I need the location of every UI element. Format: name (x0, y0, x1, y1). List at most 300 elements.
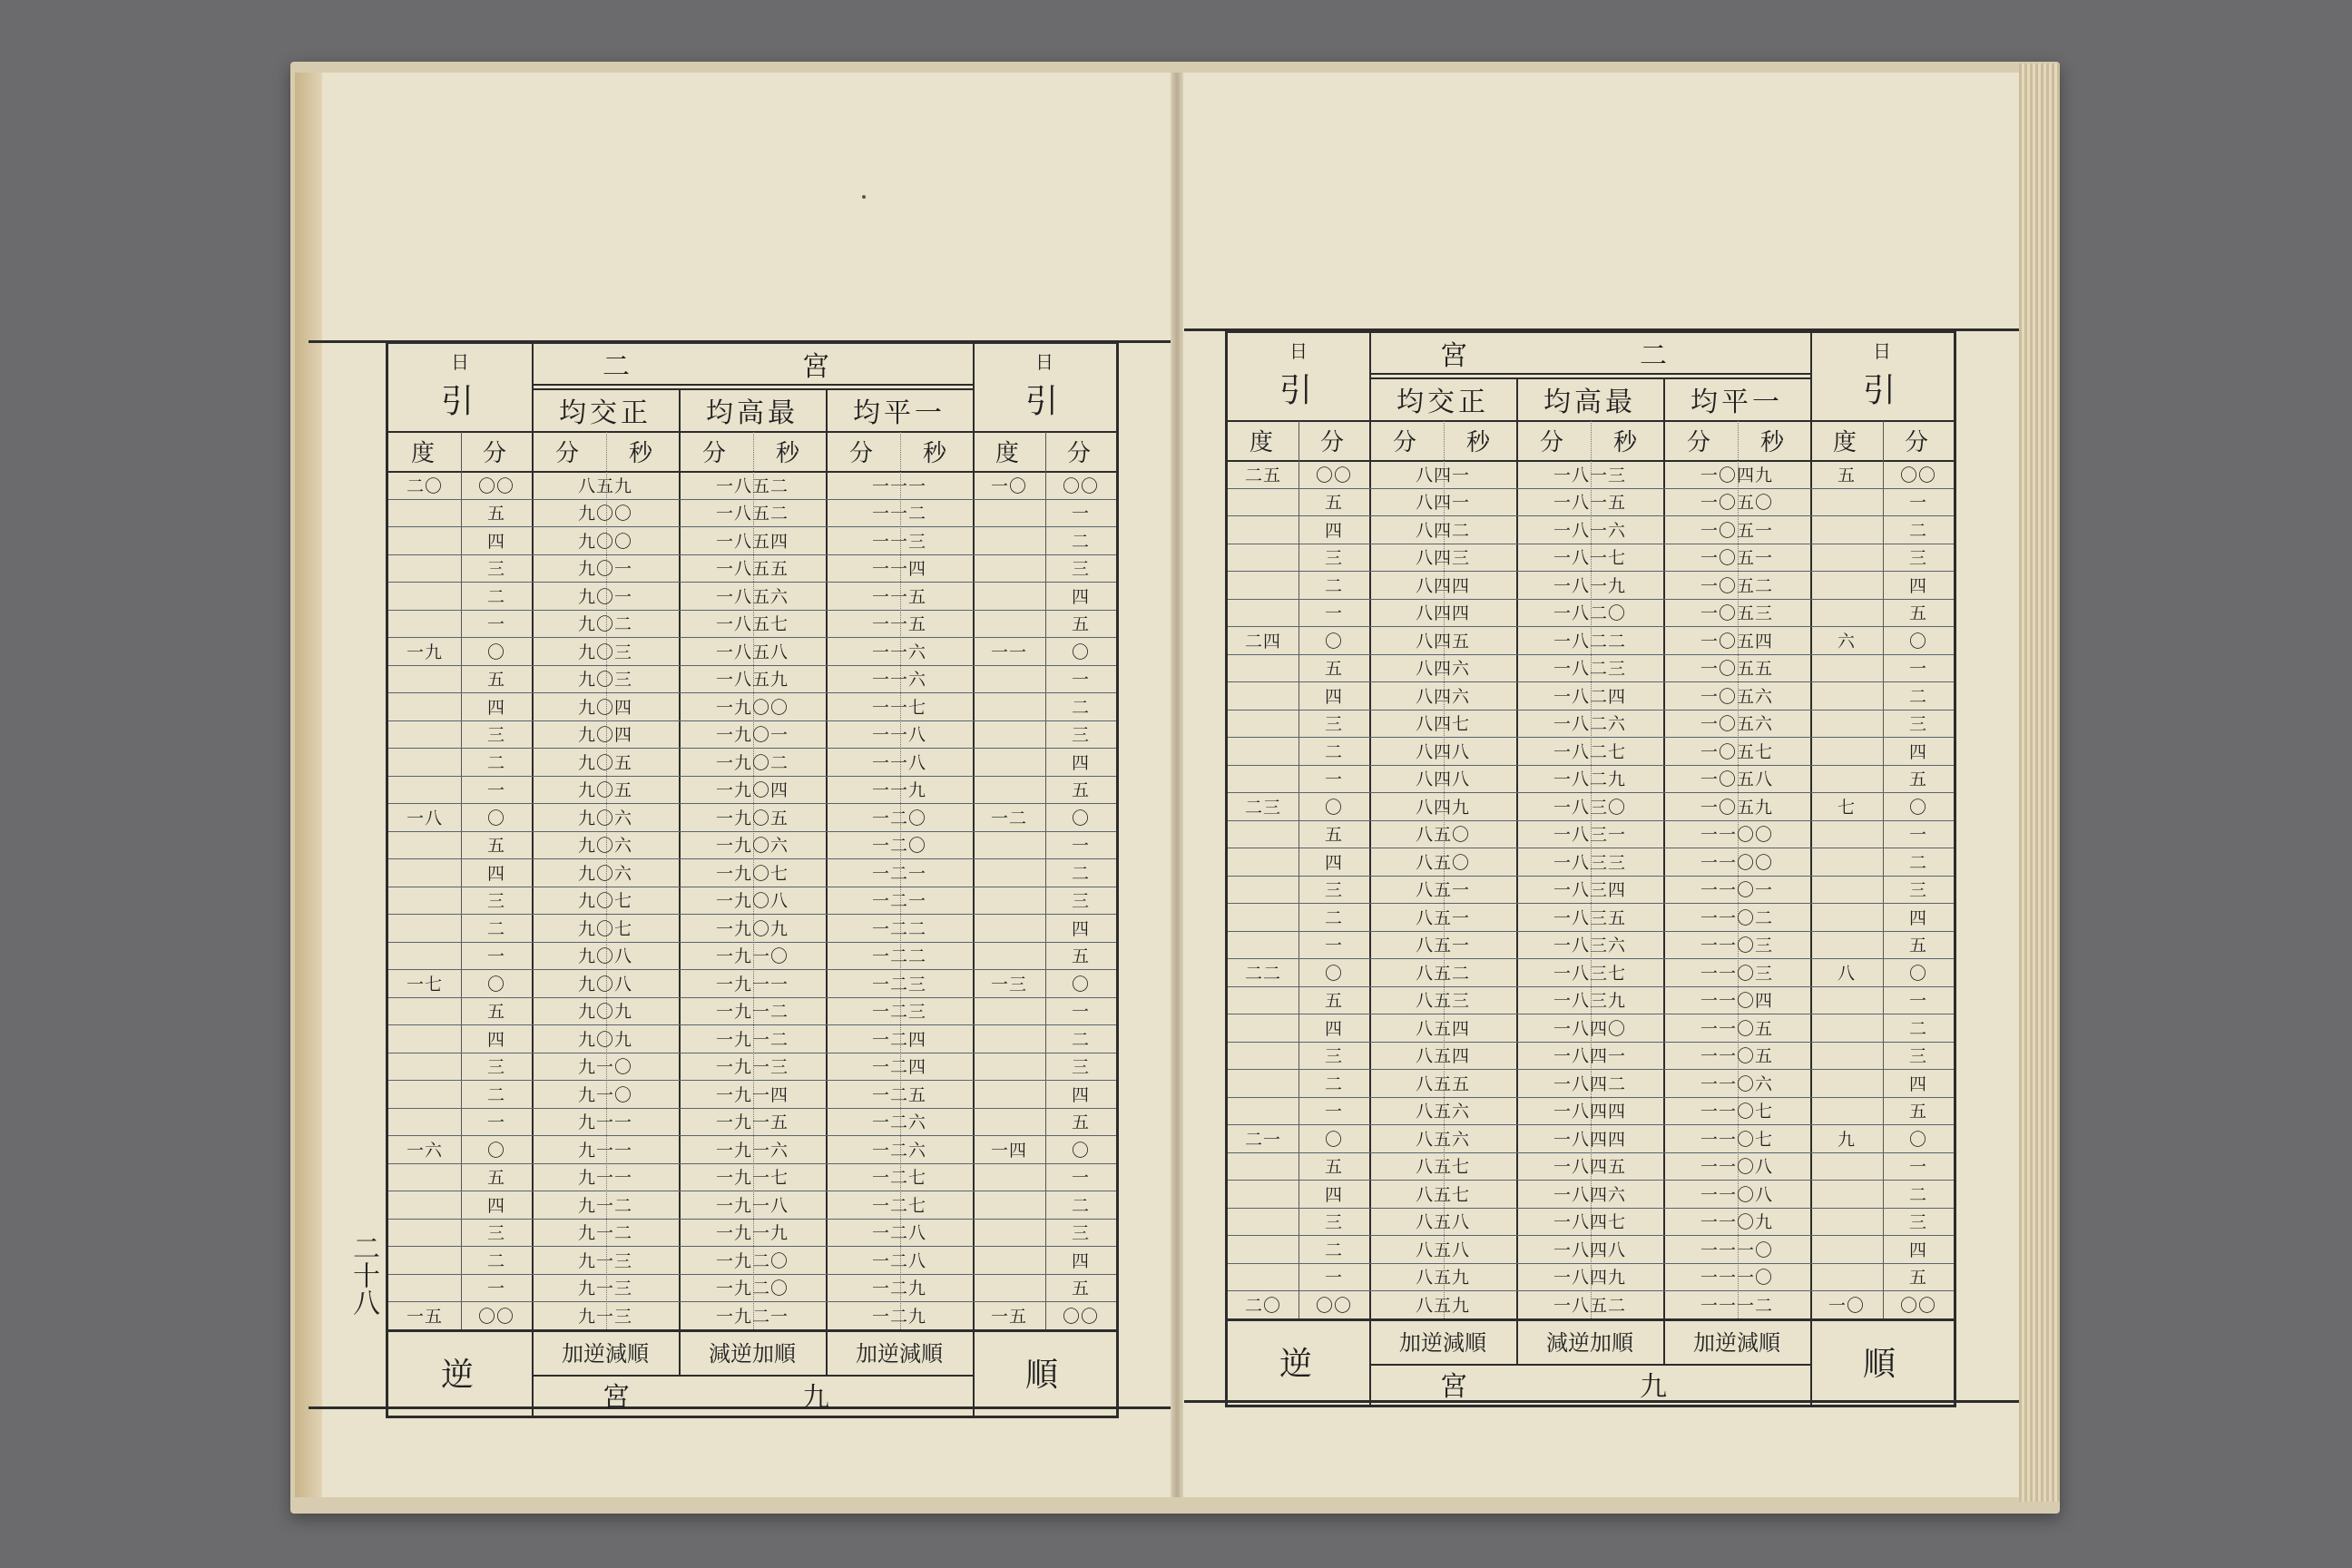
table-cell: 一九〇五 (715, 808, 789, 828)
table-cell: 八五三 (1415, 991, 1470, 1012)
table-cell: 三 (1324, 880, 1343, 901)
table-cell: 八四七 (1415, 714, 1470, 735)
rule (1369, 373, 1810, 375)
table-cell: 一一九 (871, 780, 926, 801)
table-cell: 一二三 (871, 1002, 926, 1023)
table-cell: 一〇 (990, 475, 1027, 496)
unit-label: 度 (410, 440, 438, 467)
table-cell: 一一六 (871, 642, 926, 662)
table-cell: 一四 (990, 1140, 1027, 1161)
table-cell: 〇 (1908, 963, 1927, 984)
table-cell: 一八四四 (1553, 1102, 1626, 1122)
table-cell: 一 (1071, 670, 1090, 691)
table-cell: 一九一一 (715, 974, 789, 995)
table-cell (388, 858, 461, 887)
table-cell: 八四六 (1415, 686, 1470, 707)
table-cell: 一二二 (871, 946, 926, 967)
table-cell (388, 610, 461, 638)
table-cell: 二 (486, 1250, 505, 1271)
table-cell (1810, 986, 1883, 1014)
table-cell: 九〇三 (577, 670, 632, 691)
table-cell (1228, 820, 1298, 848)
table-cell: 一 (486, 946, 505, 967)
table-cell: 一一八 (871, 752, 926, 773)
table-cell (973, 499, 1045, 527)
table-cell: 一二六 (871, 1140, 926, 1161)
table-cell: 四 (1908, 1073, 1927, 1094)
table-cell (1228, 1152, 1298, 1181)
table-cell: 五 (1324, 493, 1343, 514)
table-cell: 五 (486, 670, 505, 691)
table-cell: 八五九 (577, 475, 632, 496)
table-cell: 八五八 (1415, 1240, 1470, 1260)
table-cell: 一八四九 (1553, 1268, 1626, 1289)
table-cell: 一八三七 (1553, 963, 1626, 984)
table-cell: 一一 (990, 642, 1027, 662)
table-cell (1228, 599, 1298, 627)
table-cell: 二五 (1244, 465, 1281, 485)
footer-group-label: 減逆加順 (1546, 1330, 1633, 1356)
table-cell: 二四 (1244, 631, 1281, 652)
table-cell: 四 (1071, 1084, 1090, 1105)
table-cell: 一九〇九 (715, 918, 789, 939)
table-cell: 〇 (1071, 974, 1090, 995)
table-cell (1228, 986, 1298, 1014)
table-cell: 一八五八 (715, 642, 789, 662)
unit-label: 秒 (1612, 429, 1641, 456)
table-cell: 一一〇五 (1700, 1018, 1773, 1039)
table-cell: 三 (1324, 1046, 1343, 1067)
table-cell: 一八二二 (1553, 631, 1626, 652)
table-cell: 一二八 (871, 1250, 926, 1271)
table-cell: 一一〇九 (1700, 1212, 1773, 1233)
table-cell: 九〇八 (577, 946, 632, 967)
table-cell (1810, 1097, 1883, 1125)
unit-label: 分 (1392, 429, 1420, 456)
table-cell (973, 776, 1045, 804)
table-cell: 九〇八 (577, 974, 632, 995)
table-cell: 一二四 (871, 1029, 926, 1050)
table-cell (1228, 1097, 1298, 1125)
table-cell (973, 1274, 1045, 1302)
table-cell: 一一五 (871, 586, 926, 607)
table-cell (388, 1108, 461, 1136)
table-cell: 五 (1837, 465, 1856, 485)
table-cell: 九〇〇 (577, 531, 632, 552)
table-cell (388, 1219, 461, 1247)
footer-left-label: 逆 (440, 1356, 479, 1394)
table-cell: 四 (1071, 1250, 1090, 1271)
table-cell: 一一〇三 (1700, 963, 1773, 984)
table-cell (1810, 681, 1883, 710)
table-cell: 三 (1908, 1046, 1927, 1067)
table-cell: 一 (1071, 1168, 1090, 1189)
table-cell: 九 (1837, 1129, 1856, 1150)
unit-label: 分 (701, 440, 730, 467)
table-cell: 一九〇四 (715, 780, 789, 801)
table-cell: 一一七 (871, 697, 926, 718)
table-cell (388, 692, 461, 720)
table-cell: 二 (1071, 1029, 1090, 1050)
table-cell: 二 (486, 1084, 505, 1105)
table-cell: 二 (486, 752, 505, 773)
table-cell: 二 (1071, 531, 1090, 552)
table-cell: 一一一 (871, 475, 926, 496)
table-cell: 一八四五 (1553, 1157, 1626, 1178)
table-cell: 四 (1071, 918, 1090, 939)
table-cell: 八五一 (1415, 936, 1470, 956)
table-cell: 一九一九 (715, 1223, 789, 1244)
table-cell: 一八四四 (1553, 1129, 1626, 1150)
table-cell: 二 (1324, 741, 1343, 762)
table-cell: 一九〇八 (715, 891, 789, 912)
table-cell: 〇 (1324, 1129, 1343, 1150)
table-cell: 一九一八 (715, 1195, 789, 1216)
table-cell: 一 (1071, 836, 1090, 857)
table-cell: 一八三六 (1553, 936, 1626, 956)
table-cell: 一九二一 (715, 1306, 789, 1327)
arg-right-subtitle: 引 (1862, 371, 1901, 409)
unit-label: 分 (1066, 440, 1094, 467)
column-group-title: 均平一 (1690, 387, 1783, 418)
table-cell: 一一〇六 (1700, 1073, 1773, 1094)
table-cell: 一八一九 (1553, 575, 1626, 596)
table-cell (1810, 1208, 1883, 1236)
table-cell: 一九一六 (715, 1140, 789, 1161)
table-cell: 八四八 (1415, 741, 1470, 762)
table-cell: 二二 (1244, 963, 1281, 984)
table-cell: 三 (486, 1057, 505, 1078)
column-group-title: 均交正 (1396, 387, 1489, 418)
table-cell: 二 (1908, 686, 1927, 707)
table-cell (388, 720, 461, 749)
table-cell: 一八二六 (1553, 714, 1626, 735)
table-cell: 二 (1071, 697, 1090, 718)
table-cell: 一〇五六 (1700, 686, 1773, 707)
table-cell: 九〇九 (577, 1029, 632, 1050)
table-cell: 一八二三 (1553, 659, 1626, 680)
table-cell: 二〇 (406, 475, 443, 496)
table-cell (388, 1053, 461, 1081)
table-cell: 五 (1908, 603, 1927, 624)
table-cell (388, 887, 461, 915)
table-cell: 四 (486, 1029, 505, 1050)
table-cell: 四 (1071, 752, 1090, 773)
table-cell: 二 (1324, 575, 1343, 596)
table-cell: 一九一四 (715, 1084, 789, 1105)
table-cell: 一〇五四 (1700, 631, 1773, 652)
table-cell: 一 (486, 1279, 505, 1299)
table-cell (388, 1191, 461, 1219)
table-cell (1228, 848, 1298, 876)
table-cell (1228, 1208, 1298, 1236)
table-cell: 一八五二 (715, 475, 789, 496)
table-cell: 一八三三 (1553, 852, 1626, 873)
table-cell: 三 (1071, 559, 1090, 580)
table-cell: 五 (1908, 1268, 1927, 1289)
table-cell (1228, 1263, 1298, 1291)
table-cell: 八四二 (1415, 520, 1470, 541)
table-cell: 一二三 (871, 974, 926, 995)
table-cell (973, 914, 1045, 942)
table-cell: 五 (486, 836, 505, 857)
table-cell: 一 (1908, 825, 1927, 846)
table-cell: 一二九 (871, 1279, 926, 1299)
table-cell (1810, 571, 1883, 599)
table-cell: 一二八 (871, 1223, 926, 1244)
table-cell: 一八四〇 (1553, 1018, 1626, 1039)
table-cell: 一八一三 (1553, 465, 1626, 485)
table-cell: 一八四二 (1553, 1073, 1626, 1094)
table-cell (1810, 710, 1883, 738)
table-cell (1228, 1180, 1298, 1208)
table-cell: 三 (1908, 714, 1927, 735)
table-cell: 一〇五六 (1700, 714, 1773, 735)
table-cell: 一一〇一 (1700, 880, 1773, 901)
group-divider (1663, 1318, 1665, 1364)
table-cell: 一〇五九 (1700, 797, 1773, 818)
table-cell: 一〇五三 (1700, 603, 1773, 624)
table-cell (973, 748, 1045, 776)
table-cell (1810, 1263, 1883, 1291)
table-cell (973, 942, 1045, 970)
table-cell (388, 1163, 461, 1191)
table-cell: 九一二 (577, 1223, 632, 1244)
table-cell: 〇 (1908, 631, 1927, 652)
table-cell: 一八四八 (1553, 1240, 1626, 1260)
table-cell: 一一一〇 (1700, 1268, 1773, 1289)
table-cell: 四 (486, 697, 505, 718)
table-cell: 一〇五二 (1700, 575, 1773, 596)
table-cell: 三 (1071, 891, 1090, 912)
table-cell: 三 (1324, 548, 1343, 569)
table-cell: 八四四 (1415, 575, 1470, 596)
table-cell: 〇〇 (1062, 1306, 1099, 1327)
table-cell (388, 831, 461, 859)
table-cell: 一 (486, 1112, 505, 1133)
table-cell (1228, 681, 1298, 710)
table-cell (1810, 848, 1883, 876)
table-cell (388, 1274, 461, 1302)
table-cell: 五 (1908, 1102, 1927, 1122)
table-cell: 八五九 (1415, 1268, 1470, 1289)
table-cell (388, 1024, 461, 1053)
arg-right-subtitle: 引 (1024, 382, 1063, 420)
table-cell: 二 (1908, 520, 1927, 541)
unit-label: 秒 (628, 440, 656, 467)
table-cell (1228, 1235, 1298, 1263)
table-cell: 八五二 (1415, 963, 1470, 984)
table-cell: 一五 (406, 1306, 443, 1327)
table-cell: 四 (1324, 520, 1343, 541)
table-cell: 三 (1324, 1212, 1343, 1233)
column-group-title: 均交正 (559, 397, 652, 429)
table-cell: 一八三九 (1553, 991, 1626, 1012)
table-cell: 一八一六 (1553, 520, 1626, 541)
table-cell: 四 (1324, 1018, 1343, 1039)
table-cell: 八五六 (1415, 1129, 1470, 1150)
unit-label: 秒 (1759, 429, 1788, 456)
table-cell (973, 582, 1045, 610)
table-cell: 一一三 (871, 531, 926, 552)
table-cell: 〇〇 (1899, 1295, 1936, 1316)
footer-group-label: 減逆加順 (709, 1341, 796, 1367)
table-cell (973, 858, 1045, 887)
table-cell: 一八三五 (1553, 907, 1626, 928)
table-cell: 三 (1908, 1212, 1927, 1233)
table-cell: 〇 (486, 808, 505, 828)
table-cell: 一 (1908, 659, 1927, 680)
table-cell (1810, 1235, 1883, 1263)
table-cell (1810, 1152, 1883, 1181)
table-cell: 五 (486, 1168, 505, 1189)
footer-left-label: 逆 (1279, 1345, 1318, 1383)
table-cell: 三 (1071, 1223, 1090, 1244)
unit-label: 秒 (922, 440, 950, 467)
table-cell: 九一二 (577, 1195, 632, 1216)
table-cell: 九〇四 (577, 697, 632, 718)
table-cell (388, 1246, 461, 1274)
table-cell: 二 (486, 918, 505, 939)
table-cell: 一八 (406, 808, 443, 828)
table-cell: 〇〇 (477, 475, 514, 496)
table-cell: 四 (486, 863, 505, 884)
table-cell (1810, 544, 1883, 572)
table-cell: 〇〇 (477, 1306, 514, 1327)
table-cell: 〇 (1908, 1129, 1927, 1150)
table-cell: 一八四六 (1553, 1184, 1626, 1205)
table-cell: 〇〇 (1315, 465, 1352, 485)
table-cell: 一一〇八 (1700, 1184, 1773, 1205)
footer-group-label: 加逆減順 (1693, 1330, 1780, 1356)
table-cell (1810, 1180, 1883, 1208)
table-cell: 一九〇一 (715, 725, 789, 746)
table-cell: 二 (1324, 1073, 1343, 1094)
table-cell: 九一〇 (577, 1084, 632, 1105)
table-cell (388, 526, 461, 554)
table-cell: 九〇二 (577, 614, 632, 635)
table-cell: 八四九 (1415, 797, 1470, 818)
table-cell: 一一五 (871, 614, 926, 635)
table-cell: 一 (1324, 936, 1343, 956)
table-cell: 〇 (486, 1140, 505, 1161)
table-cell (1228, 903, 1298, 931)
table-cell (973, 554, 1045, 583)
table-cell (1228, 488, 1298, 516)
table-cell: 四 (1908, 741, 1927, 762)
table-cell: 三 (1324, 714, 1343, 735)
table-cell: 八 (1837, 963, 1856, 984)
table-cell: 一八三一 (1553, 825, 1626, 846)
table-cell: 〇〇 (1899, 465, 1936, 485)
table-cell: 二 (1324, 1240, 1343, 1260)
group-divider (826, 1329, 828, 1375)
table-cell: 一五 (990, 1306, 1027, 1327)
table-cell (973, 831, 1045, 859)
group-divider (1516, 1318, 1518, 1364)
table-cell: 一八一五 (1553, 493, 1626, 514)
table-cell: 八五〇 (1415, 852, 1470, 873)
table-cell (1228, 1014, 1298, 1042)
table-cell: 五 (1071, 1279, 1090, 1299)
table-cell: 一九〇二 (715, 752, 789, 773)
table-cell: 九〇六 (577, 863, 632, 884)
table-cell: 一二五 (871, 1084, 926, 1105)
table-cell: 二一 (1244, 1129, 1281, 1150)
table-cell: 一一一二 (1700, 1295, 1773, 1316)
arg-title: 日 (451, 350, 469, 373)
table-cell (1228, 1069, 1298, 1097)
table-cell (1228, 515, 1298, 544)
page-number: 二十八 (348, 1234, 379, 1316)
unit-label: 分 (1904, 429, 1932, 456)
footer-right-label: 順 (1862, 1345, 1901, 1383)
table-cell: 二 (1071, 863, 1090, 884)
table-cell: 五 (1071, 614, 1090, 635)
table-cell: 〇 (1071, 1140, 1090, 1161)
table-cell: 一八五五 (715, 559, 789, 580)
table-cell: 九〇七 (577, 918, 632, 939)
table-cell: 一九一〇 (715, 946, 789, 967)
table-cell: 一一〇〇 (1700, 852, 1773, 873)
table-cell (388, 499, 461, 527)
table-cell: 一八五六 (715, 586, 789, 607)
table-cell: 一 (1324, 1102, 1343, 1122)
table-cell: 一 (1908, 1157, 1927, 1178)
table-cell: 八四一 (1415, 465, 1470, 485)
table-cell: 二 (1908, 1018, 1927, 1039)
table-cell (973, 692, 1045, 720)
table-cell: 一〇 (1828, 1295, 1865, 1316)
table-cell (1810, 765, 1883, 793)
table-cell: 四 (1071, 586, 1090, 607)
table-cell: 四 (1324, 1184, 1343, 1205)
table-cell: 五 (1071, 946, 1090, 967)
unit-label: 分 (482, 440, 510, 467)
table-cell (1810, 654, 1883, 682)
footer-group-label: 加逆減順 (1399, 1330, 1486, 1356)
table-cell: 五 (1071, 1112, 1090, 1133)
table-cell: 一 (1071, 504, 1090, 524)
table-cell: 九〇〇 (577, 504, 632, 524)
table-cell: 一一〇三 (1700, 936, 1773, 956)
table-cell: 一 (1071, 1002, 1090, 1023)
table-cell: 八五〇 (1415, 825, 1470, 846)
table-cell: 一二一 (871, 891, 926, 912)
table-cell: 一一二 (871, 504, 926, 524)
table-cell: 一九〇六 (715, 836, 789, 857)
table-cell: 〇 (1071, 808, 1090, 828)
table-cell: 五 (1071, 780, 1090, 801)
table-cell (973, 1080, 1045, 1108)
column-group-title: 均高最 (1544, 387, 1636, 418)
table-cell: 四 (1908, 907, 1927, 928)
table-cell: 三 (1071, 1057, 1090, 1078)
palace-header: 二 宮 (603, 351, 902, 383)
table-cell (1228, 876, 1298, 904)
table-cell: 〇〇 (1062, 475, 1099, 496)
table-cell: 八四一 (1415, 493, 1470, 514)
table-cell: 八五五 (1415, 1073, 1470, 1094)
table-cell: 一八二九 (1553, 769, 1626, 790)
arg-subtitle: 引 (1279, 371, 1318, 409)
table-cell: 一一一〇 (1700, 1240, 1773, 1260)
table-cell (1810, 599, 1883, 627)
table-cell (388, 554, 461, 583)
table-cell: 九一一 (577, 1140, 632, 1161)
table-cell (1228, 571, 1298, 599)
table-cell: 一八四七 (1553, 1212, 1626, 1233)
